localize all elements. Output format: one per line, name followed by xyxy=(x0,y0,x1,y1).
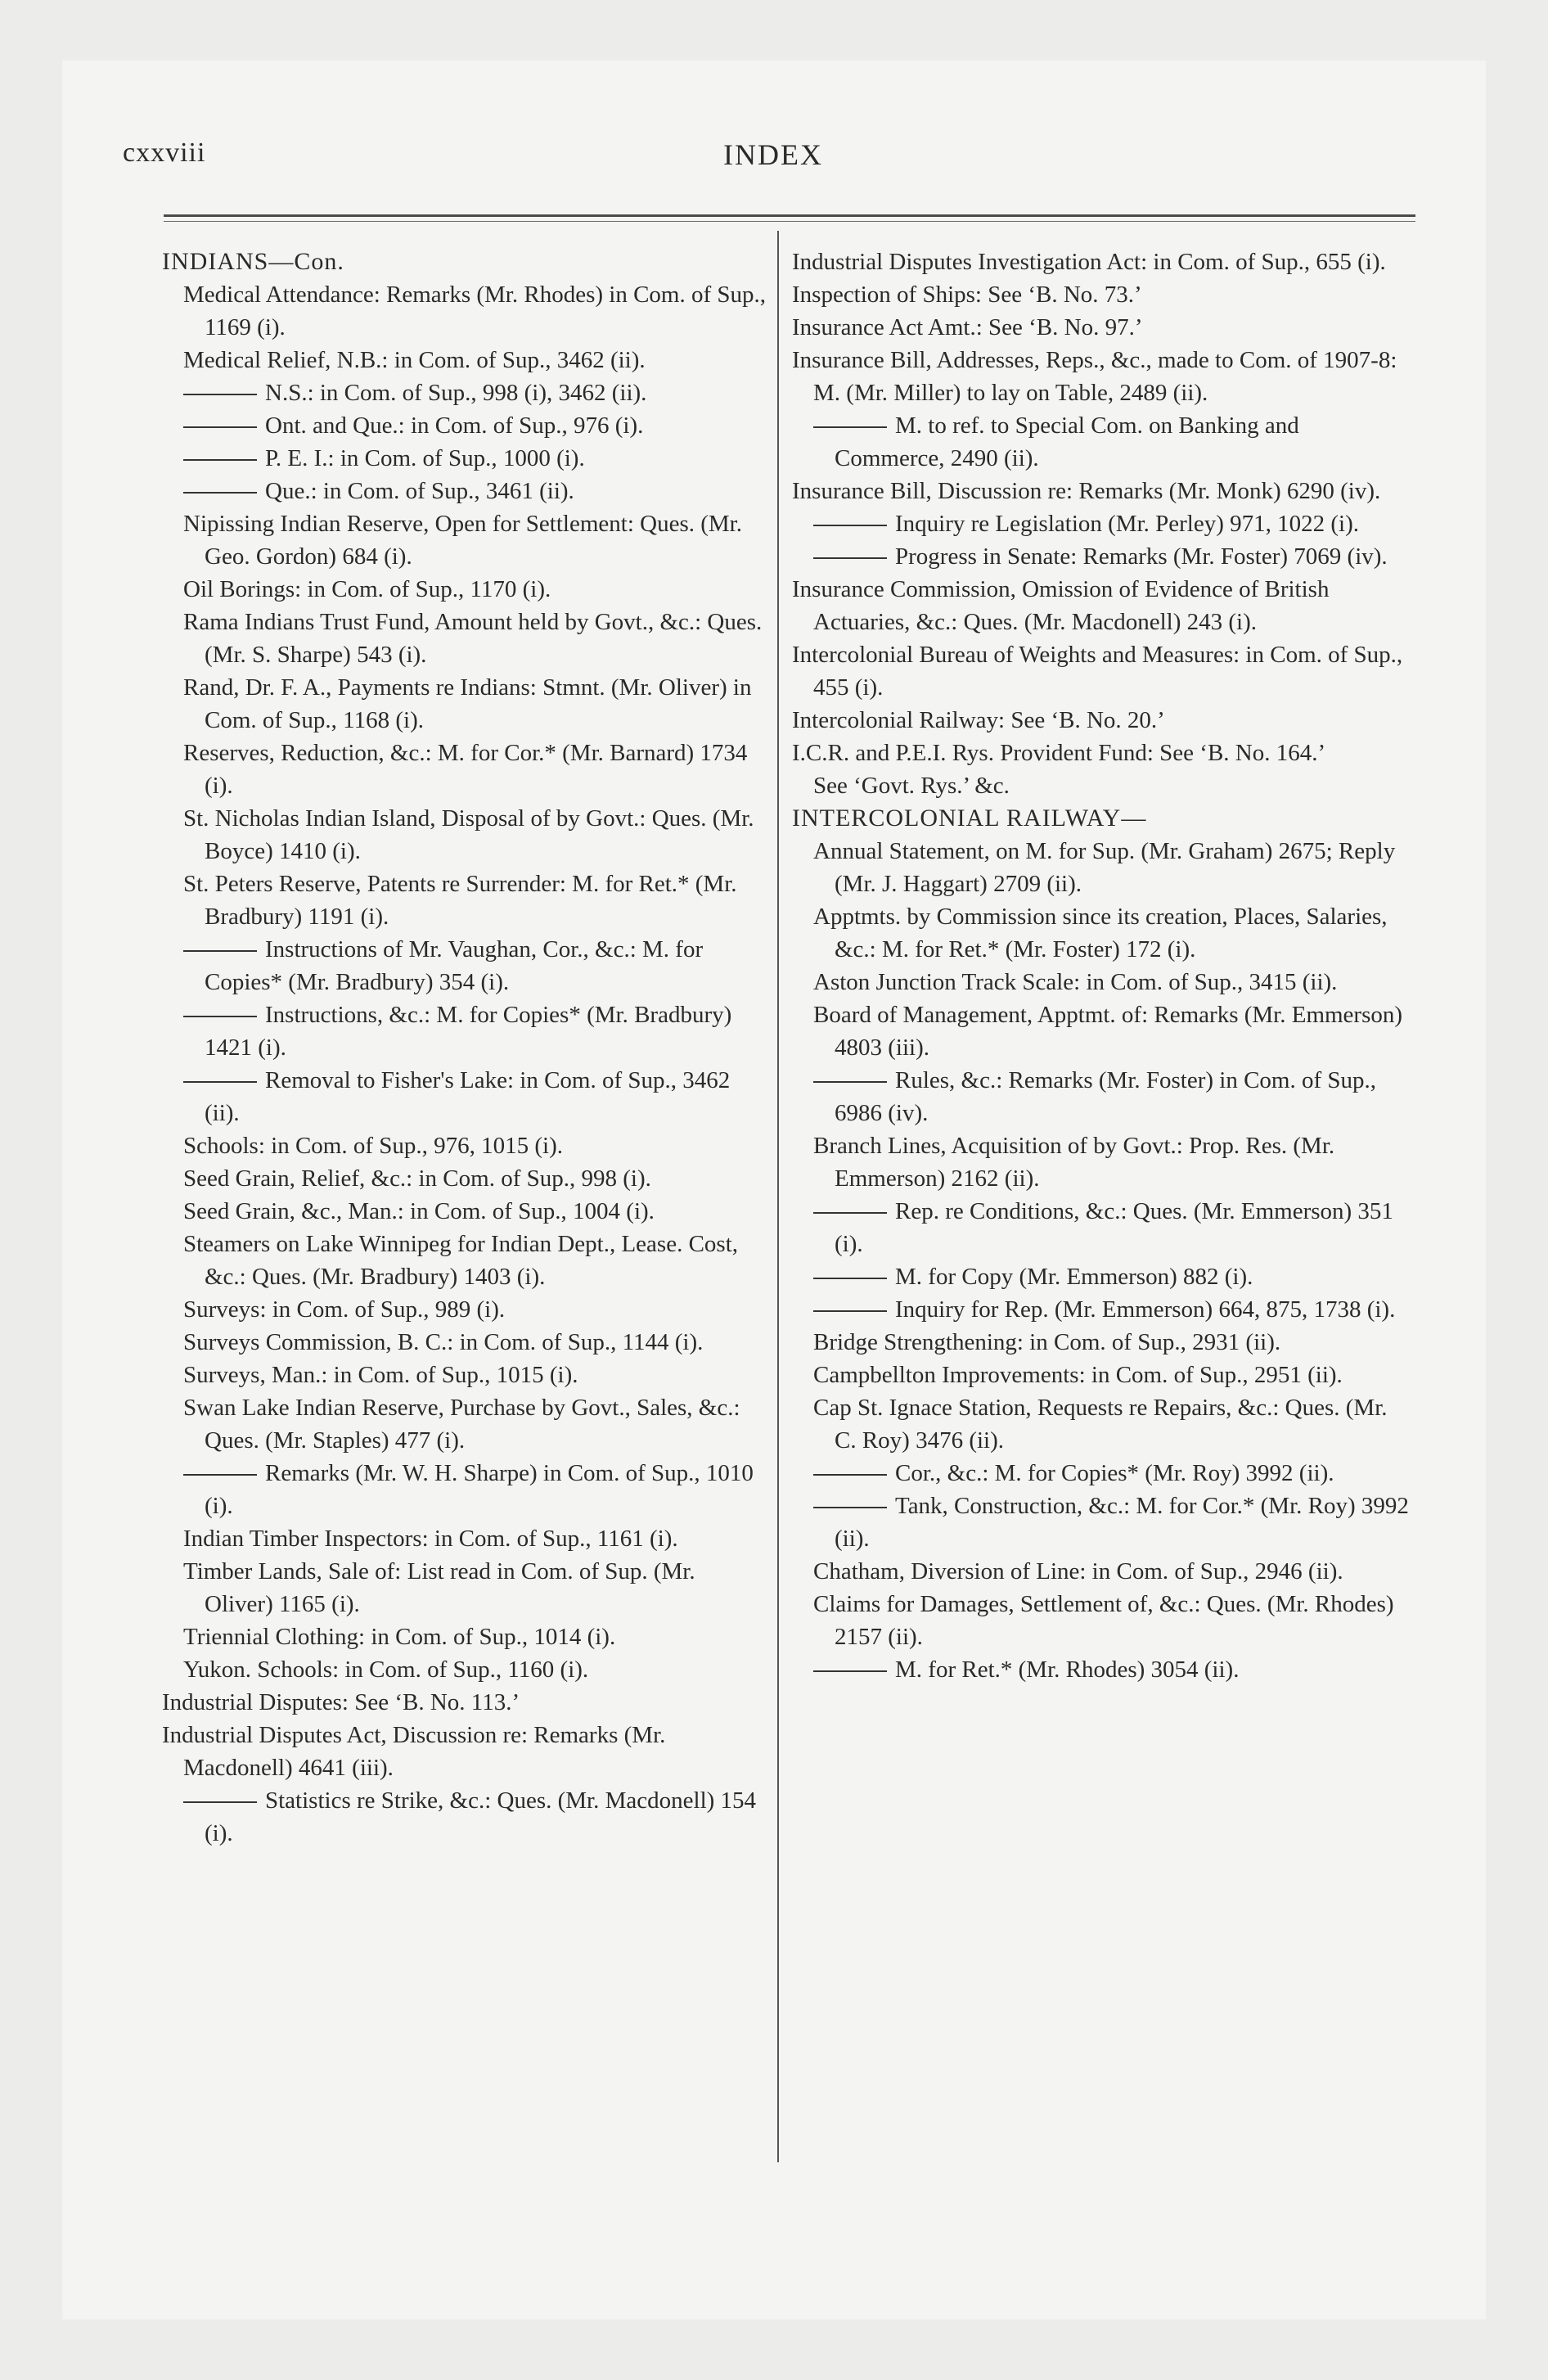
index-continuation-entry xyxy=(162,475,767,507)
index-entry-text: Insurance Commission, Omission of Evidence of British Actuaries, &c.: Ques. (Mr. Macdonell) 243 (i). xyxy=(792,576,1330,635)
index-entry-text: St. Peters Reserve, Patents re Surrender: M. for Ret.* (Mr. Bradbury) 1191 (i). xyxy=(183,871,737,930)
ditto-dash xyxy=(813,1081,887,1083)
ditto-dash xyxy=(183,1016,257,1017)
index-entry-text: Board of Management, Apptmt. of: Remarks (Mr. Emmerson) 4803 (iii). xyxy=(813,1002,1403,1061)
index-continuation-entry xyxy=(792,1195,1414,1260)
index-entry-text: P. E. I.: in Com. of Sup., 1000 (i). xyxy=(265,445,585,471)
index-entry-text: Statistics re Strike, &c.: Ques. (Mr. Macdonell) 154 (i). xyxy=(205,1787,757,1846)
index-subentry xyxy=(162,573,767,606)
index-entry-text: St. Nicholas Indian Island, Disposal of by Govt.: Ques. (Mr. Boyce) 1410 (i). xyxy=(183,805,754,864)
index-entry-text: Indian Timber Inspectors: in Com. of Sup., 1161 (i). xyxy=(183,1526,678,1552)
index-entry-text: Removal to Fisher's Lake: in Com. of Sup., 3462 (ii). xyxy=(205,1067,731,1126)
index-entry-text: Surveys Commission, B. C.: in Com. of Sup., 1144 (i). xyxy=(183,1329,704,1355)
index-entry-text: Schools: in Com. of Sup., 976, 1015 (i). xyxy=(183,1133,564,1159)
index-entry xyxy=(792,311,1414,344)
index-entry-text: Ont. and Que.: in Com. of Sup., 976 (i). xyxy=(265,412,644,439)
index-entry-text: M. to ref. to Special Com. on Banking and Commerce, 2490 (ii). xyxy=(835,412,1299,471)
ditto-dash xyxy=(183,492,257,494)
ditto-dash xyxy=(813,1310,887,1312)
index-entry-text: Claims for Damages, Settlement of, &c.: Ques. (Mr. Rhodes) 2157 (ii). xyxy=(813,1591,1394,1650)
index-subentry xyxy=(792,835,1414,900)
index-subentry xyxy=(792,769,1414,802)
index-subentry xyxy=(162,737,767,802)
header-rule-thin xyxy=(164,221,1415,222)
page-title: INDEX xyxy=(723,138,823,171)
index-continuation-entry xyxy=(162,1457,767,1522)
index-entry-text: Rep. re Conditions, &c.: Ques. (Mr. Emmerson) 351 (i). xyxy=(835,1198,1393,1257)
index-entry-text: N.S.: in Com. of Sup., 998 (i), 3462 (ii). xyxy=(265,380,647,406)
index-entry-text: Industrial Disputes Investigation Act: in Com. of Sup., 655 (i). xyxy=(792,249,1386,275)
index-subentry xyxy=(162,1359,767,1391)
index-continuation-entry xyxy=(162,1064,767,1129)
index-entry xyxy=(792,573,1414,638)
index-continuation-entry xyxy=(792,507,1414,540)
index-entry-text: Tank, Construction, &c.: M. for Cor.* (Mr. Roy) 3992 (ii). xyxy=(835,1493,1409,1552)
index-subentry xyxy=(792,1129,1414,1195)
index-section-heading xyxy=(162,246,767,278)
index-continuation-entry xyxy=(162,933,767,998)
ditto-dash xyxy=(183,426,257,428)
ditto-dash xyxy=(813,557,887,559)
index-entry-text: Rand, Dr. F. A., Payments re Indians: Stmnt. (Mr. Oliver) in Com. of Sup., 1168 (i). xyxy=(183,674,752,733)
index-subentry xyxy=(162,344,767,376)
index-subentry xyxy=(162,1555,767,1620)
index-entry-text: Insurance Bill, Discussion re: Remarks (Mr. Monk) 6290 (iv). xyxy=(792,478,1381,504)
index-entry-text: M. for Copy (Mr. Emmerson) 882 (i). xyxy=(895,1264,1253,1290)
index-entry xyxy=(792,344,1414,409)
index-entry-text: Chatham, Diversion of Line: in Com. of Sup., 2946 (ii). xyxy=(813,1558,1343,1584)
index-entry xyxy=(162,1719,767,1784)
index-entry-text: Industrial Disputes: See ‘B. No. 113.’ xyxy=(162,1689,520,1715)
index-subentry xyxy=(792,1391,1414,1457)
index-entry-text: Annual Statement, on M. for Sup. (Mr. Graham) 2675; Reply (Mr. J. Haggart) 2709 (ii). xyxy=(813,838,1396,897)
index-entry xyxy=(792,737,1414,769)
ditto-dash xyxy=(813,426,887,428)
index-entry-text: Apptmts. by Commission since its creation, Places, Salaries, &c.: M. for Ret.* (Mr. Foster) 172 (i). xyxy=(813,904,1388,962)
index-subentry xyxy=(792,1555,1414,1588)
index-continuation-entry xyxy=(162,998,767,1064)
ditto-dash xyxy=(813,525,887,526)
index-entry-text: Intercolonial Railway: See ‘B. No. 20.’ xyxy=(792,707,1165,733)
index-subentry xyxy=(162,507,767,573)
index-entry-text: Aston Junction Track Scale: in Com. of Sup., 3415 (ii). xyxy=(813,969,1338,995)
index-entry-text: Reserves, Reduction, &c.: M. for Cor.* (Mr. Barnard) 1734 (i). xyxy=(183,740,748,799)
index-entry-text: Surveys: in Com. of Sup., 989 (i). xyxy=(183,1296,506,1323)
index-continuation-entry xyxy=(792,1490,1414,1555)
ditto-dash xyxy=(813,1474,887,1476)
index-subentry xyxy=(162,1326,767,1359)
index-continuation-entry xyxy=(792,1260,1414,1293)
ditto-dash xyxy=(813,1507,887,1508)
index-subentry xyxy=(162,1129,767,1162)
ditto-dash xyxy=(813,1212,887,1214)
header-rule-thick xyxy=(164,214,1415,217)
index-continuation-entry xyxy=(162,376,767,409)
index-entry-text: Timber Lands, Sale of: List read in Com. of Sup. (Mr. Oliver) 1165 (i). xyxy=(183,1558,695,1617)
index-entry xyxy=(792,704,1414,737)
index-continuation-entry xyxy=(792,1293,1414,1326)
index-entry-text: M. for Ret.* (Mr. Rhodes) 3054 (ii). xyxy=(895,1657,1240,1683)
index-entry-text: Branch Lines, Acquisition of by Govt.: Prop. Res. (Mr. Emmerson) 2162 (ii). xyxy=(813,1133,1335,1192)
index-entry-text: Medical Relief, N.B.: in Com. of Sup., 3462 (ii). xyxy=(183,347,646,373)
index-entry-text: Oil Borings: in Com. of Sup., 1170 (i). xyxy=(183,576,551,602)
index-entry xyxy=(792,246,1414,278)
ditto-dash xyxy=(183,1474,257,1476)
index-subentry xyxy=(792,900,1414,966)
index-entry-text: Medical Attendance: Remarks (Mr. Rhodes) in Com. of Sup., 1169 (i). xyxy=(183,282,767,340)
index-continuation-entry xyxy=(162,1784,767,1850)
index-subentry xyxy=(162,278,767,344)
index-subentry xyxy=(162,802,767,868)
page-header xyxy=(123,137,1424,178)
index-entry-text: Inquiry for Rep. (Mr. Emmerson) 664, 875, 1738 (i). xyxy=(895,1296,1396,1323)
left-index-column xyxy=(162,246,767,1850)
index-subentry xyxy=(162,868,767,933)
index-entry xyxy=(792,278,1414,311)
index-continuation-entry xyxy=(792,409,1414,475)
index-subentry xyxy=(162,1293,767,1326)
index-entry-text: Seed Grain, Relief, &c.: in Com. of Sup., 998 (i). xyxy=(183,1165,651,1192)
column-divider xyxy=(777,231,779,2162)
ditto-dash xyxy=(813,1670,887,1672)
index-entry-text: Seed Grain, &c., Man.: in Com. of Sup., 1004 (i). xyxy=(183,1198,655,1224)
index-entry xyxy=(792,638,1414,704)
ditto-dash xyxy=(183,950,257,952)
index-entry-text: Campbellton Improvements: in Com. of Sup., 2951 (ii). xyxy=(813,1362,1343,1388)
index-continuation-entry xyxy=(792,1457,1414,1490)
index-subentry xyxy=(162,671,767,737)
index-subentry xyxy=(162,1620,767,1653)
index-continuation-entry xyxy=(792,1064,1414,1129)
index-continuation-entry xyxy=(162,442,767,475)
index-entry-text: Industrial Disputes Act, Discussion re: Remarks (Mr. Macdonell) 4641 (iii). xyxy=(162,1722,666,1781)
index-entry-text: Insurance Bill, Addresses, Reps., &c., made to Com. of 1907-8: M. (Mr. Miller) to lay on Table, 2489 (ii). xyxy=(792,347,1397,406)
index-entry-text: Triennial Clothing: in Com. of Sup., 1014 (i). xyxy=(183,1624,616,1650)
index-continuation-entry xyxy=(162,409,767,442)
index-entry-text: Remarks (Mr. W. H. Sharpe) in Com. of Sup., 1010 (i). xyxy=(205,1460,754,1519)
index-entry-text: Rules, &c.: Remarks (Mr. Foster) in Com. of Sup., 6986 (iv). xyxy=(835,1067,1377,1126)
index-entry-text: Bridge Strengthening: in Com. of Sup., 2931 (ii). xyxy=(813,1329,1281,1355)
index-entry xyxy=(162,1686,767,1719)
index-continuation-entry xyxy=(792,1653,1414,1686)
index-subentry xyxy=(792,1326,1414,1359)
index-entry-text: Nipissing Indian Reserve, Open for Settlement: Ques. (Mr. Geo. Gordon) 684 (i). xyxy=(183,511,742,570)
index-entry-text: Instructions, &c.: M. for Copies* (Mr. Bradbury) 1421 (i). xyxy=(205,1002,732,1061)
index-entry-text: INTERCOLONIAL RAILWAY— xyxy=(792,805,1147,832)
index-entry-text: Surveys, Man.: in Com. of Sup., 1015 (i). xyxy=(183,1362,578,1388)
index-entry-text: Inspection of Ships: See ‘B. No. 73.’ xyxy=(792,282,1142,308)
index-entry-text: Cap St. Ignace Station, Requests re Repairs, &c.: Ques. (Mr. C. Roy) 3476 (ii). xyxy=(813,1395,1388,1454)
index-subentry xyxy=(162,1391,767,1457)
index-subentry xyxy=(792,1359,1414,1391)
index-subentry xyxy=(162,1162,767,1195)
index-entry-text: Intercolonial Bureau of Weights and Measures: in Com. of Sup., 455 (i). xyxy=(792,642,1403,701)
index-subentry xyxy=(162,1653,767,1686)
index-entry-text: Cor., &c.: M. for Copies* (Mr. Roy) 3992 (ii). xyxy=(895,1460,1334,1486)
index-continuation-entry xyxy=(792,540,1414,573)
ditto-dash xyxy=(183,394,257,395)
index-entry xyxy=(792,475,1414,507)
index-entry-text: Steamers on Lake Winnipeg for Indian Dept., Lease. Cost, &c.: Ques. (Mr. Bradbury) 1403 (i). xyxy=(183,1231,739,1290)
index-subentry xyxy=(162,1522,767,1555)
index-entry-text: See ‘Govt. Rys.’ &c. xyxy=(813,773,1010,799)
index-subentry xyxy=(792,998,1414,1064)
ditto-dash xyxy=(183,459,257,461)
index-subentry xyxy=(162,606,767,671)
index-entry-text: Swan Lake Indian Reserve, Purchase by Govt., Sales, &c.: Ques. (Mr. Staples) 477 (i). xyxy=(183,1395,740,1454)
index-subentry xyxy=(792,966,1414,998)
index-entry-text: Instructions of Mr. Vaughan, Cor., &c.: M. for Copies* (Mr. Bradbury) 354 (i). xyxy=(205,936,704,995)
index-subentry xyxy=(162,1195,767,1228)
index-entry-text: Yukon. Schools: in Com. of Sup., 1160 (i). xyxy=(183,1657,589,1683)
index-entry-text: Progress in Senate: Remarks (Mr. Foster) 7069 (iv). xyxy=(895,543,1388,570)
right-index-column xyxy=(792,246,1414,1686)
index-subentry xyxy=(162,1228,767,1293)
index-entry-text: I.C.R. and P.E.I. Rys. Provident Fund: See ‘B. No. 164.’ xyxy=(792,740,1326,766)
ditto-dash xyxy=(183,1081,257,1083)
index-entry-text: Rama Indians Trust Fund, Amount held by Govt., &c.: Ques. (Mr. S. Sharpe) 543 (i). xyxy=(183,609,763,668)
index-entry-text: Que.: in Com. of Sup., 3461 (ii). xyxy=(265,478,574,504)
index-section-heading xyxy=(792,802,1414,835)
page-number: cxxviii xyxy=(123,137,206,168)
index-subentry xyxy=(792,1588,1414,1653)
ditto-dash xyxy=(183,1801,257,1803)
ditto-dash xyxy=(813,1278,887,1279)
index-entry-text: Inquiry re Legislation (Mr. Perley) 971, 1022 (i). xyxy=(895,511,1359,537)
index-entry-text: Insurance Act Amt.: See ‘B. No. 97.’ xyxy=(792,314,1143,340)
index-entry-text: INDIANS—Con. xyxy=(162,248,344,275)
